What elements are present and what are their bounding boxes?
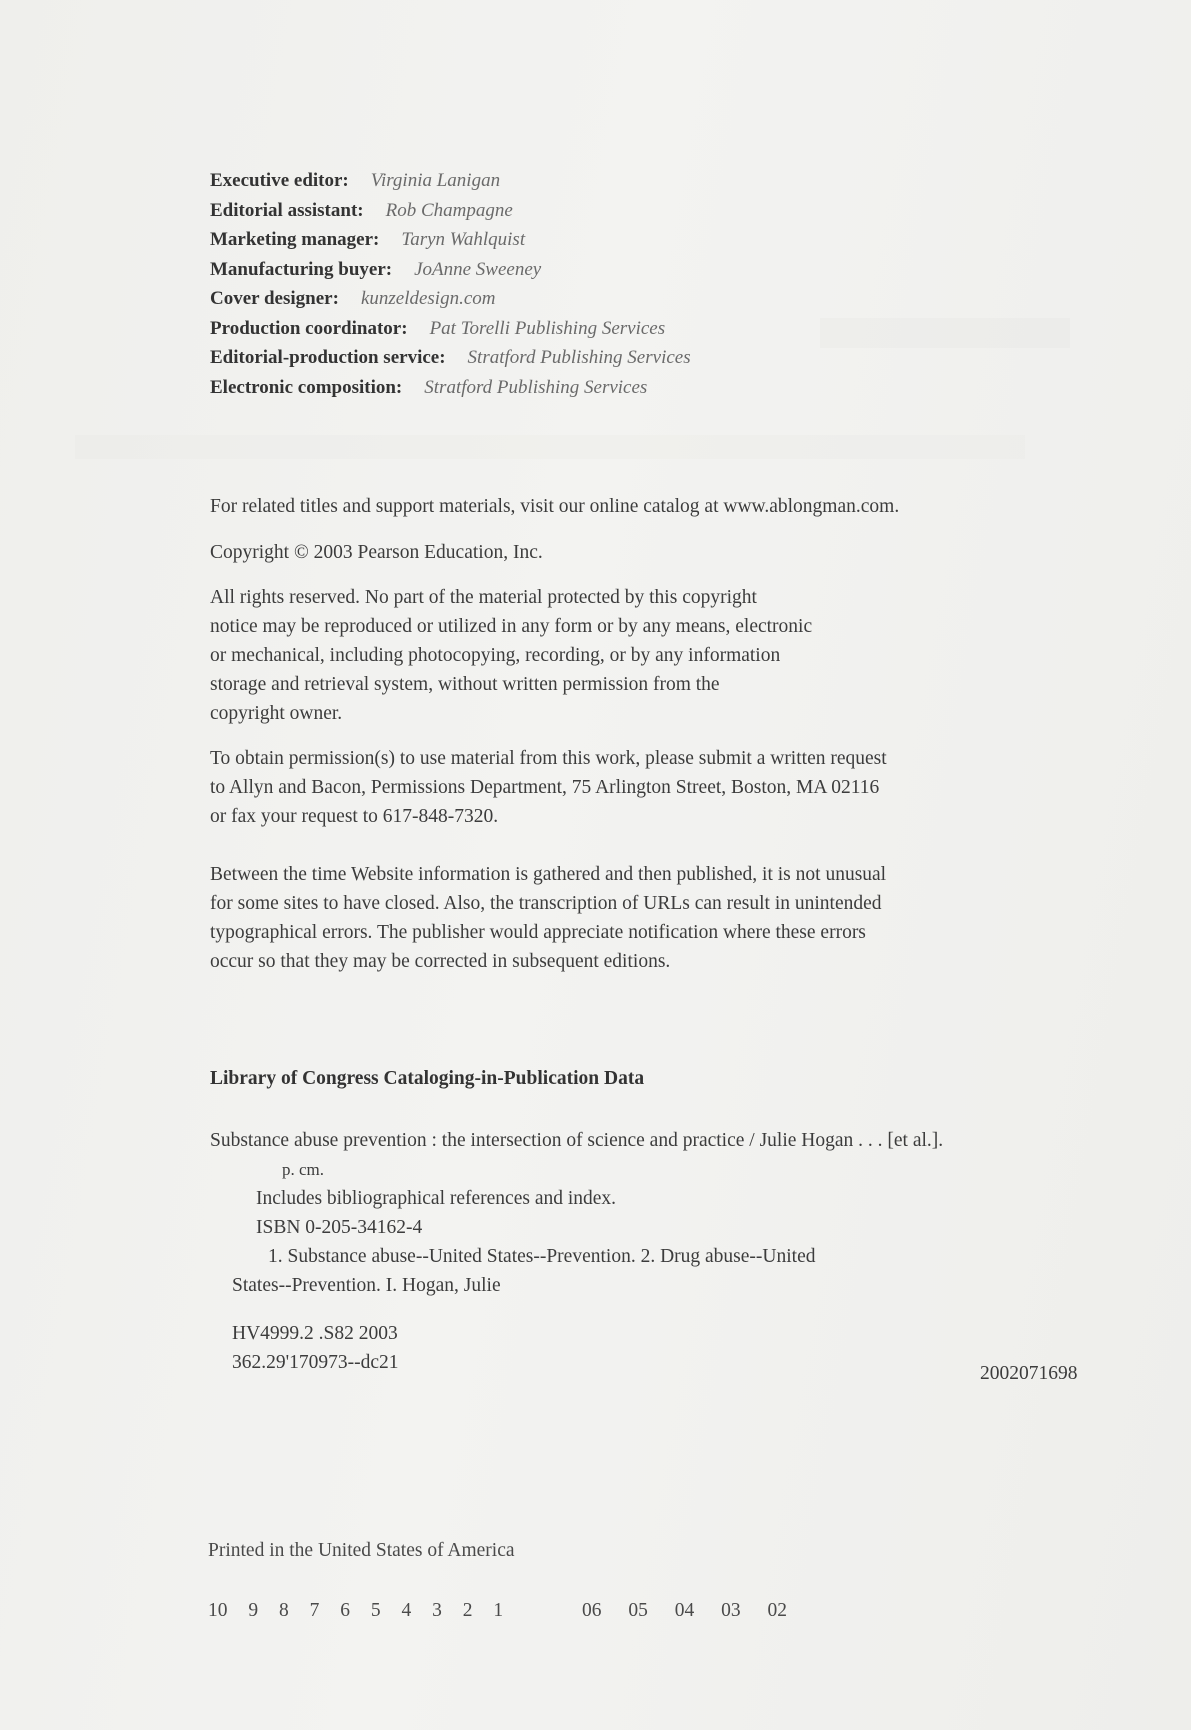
credit-row [210,343,691,373]
cip-isbn: ISBN 0-205-34162-4 [256,1217,423,1238]
credit-role: Cover designer: [210,288,339,309]
website-line: typographical errors. The publisher would appreciate notification where these errors [210,922,866,943]
credit-role: Electronic composition: [210,376,403,398]
print-number: 1 [493,1600,504,1621]
credit-name: Stratford Publishing Services [467,347,691,368]
website-line: for some sites to have closed. Also, the transcription of URLs can result in unintended [210,893,882,914]
credit-name: JoAnne Sweeney [414,258,542,280]
cip-heading: Library of Congress Cataloging-in-Publication Data [210,1068,645,1089]
permission-line: or fax your request to 617-848-7320. [210,806,499,827]
print-year: 05 [628,1600,648,1621]
print-year: 04 [674,1600,695,1621]
print-number: 9 [248,1600,259,1621]
cip-bibliography: Includes bibliographical references and index. [256,1188,617,1209]
copyright-text: Copyright © 2003 Pearson Education, Inc. [210,542,543,563]
credit-name: Pat Torelli Publishing Services [429,317,666,339]
credit-row [210,284,691,314]
print-number: 5 [370,1600,381,1621]
rights-line: storage and retrieval system, without written permission from the [210,674,720,695]
cip-pcm: p. cm. [282,1160,325,1179]
cip-title-line: Substance abuse prevention : the intersection of science and practice / Julie Hogan . . . [et al.]. [210,1130,944,1151]
credit-role: Marketing manager: [210,229,380,250]
cip-dewey: 362.29'170973--dc21 [232,1352,399,1373]
permissions-paragraph [210,744,887,831]
printing-line [208,1600,825,1622]
credit-role: Executive editor: [210,170,349,191]
credit-role: Production coordinator: [210,317,408,339]
website-disclaimer-paragraph [210,860,886,976]
print-number: 3 [432,1600,442,1621]
print-years [582,1600,809,1622]
print-year: 02 [767,1600,787,1621]
credit-name: Taryn Wahlquist [401,229,526,250]
print-number: 4 [401,1600,412,1621]
copyright-notice [210,538,543,567]
rights-line: notice may be reproduced or utilized in any form or by any means, electronic [210,616,813,637]
credit-role: Editorial-production service: [210,347,446,368]
credit-row [210,166,691,196]
website-line: occur so that they may be corrected in subsequent editions. [210,951,671,972]
permission-line: to Allyn and Bacon, Permissions Department, 75 Arlington Street, Boston, MA 02116 [210,777,880,798]
printed-in-note: Printed in the United States of America [208,1540,515,1561]
website-line: Between the time Website information is gathered and then published, it is not unusual [210,864,887,885]
bleed-through-mark-2 [75,425,1035,465]
print-year: 03 [721,1600,741,1621]
credit-row [210,373,691,403]
rights-line: copyright owner. [210,703,343,724]
bleed-through-subtitle [75,425,1035,476]
rights-line: All rights reserved. No part of the material protected by this copyright [210,587,757,608]
print-number: 6 [340,1600,350,1621]
related-titles-text: For related titles and support materials, visit our online catalog at www.ablongman.com. [210,496,900,517]
print-number: 8 [279,1600,289,1621]
credit-role: Editorial assistant: [210,199,364,221]
cip-subjects-line: States--Prevention. I. Hogan, Julie [232,1275,501,1296]
bleed-through-text [820,300,1080,374]
print-number: 10 [208,1600,228,1621]
cip-subjects-line: 1. Substance abuse--United States--Prevention. 2. Drug abuse--United [268,1246,816,1267]
credit-row [210,314,691,344]
rights-line: or mechanical, including photocopying, recording, or by any information [210,645,781,666]
credit-row [210,196,691,226]
cip-lc-class: HV4999.2 .S82 2003 [232,1323,398,1344]
bleed-through-mark [820,300,1080,360]
print-number: 2 [462,1600,473,1621]
print-year: 06 [582,1600,602,1621]
permission-line: To obtain permission(s) to use material from this work, please submit a written request [210,748,887,769]
credit-role: Manufacturing buyer: [210,258,393,280]
credit-name: kunzeldesign.com [360,288,496,309]
related-titles-note [210,492,899,521]
cip-record [210,1126,943,1377]
cip-spacer [210,1300,943,1319]
credit-name: Virginia Lanigan [370,170,501,191]
credit-row [210,225,691,255]
staff-credits [210,166,691,402]
rights-reserved-paragraph [210,583,812,728]
cip-lccn: 2002071698 [980,1363,1078,1384]
print-number: 7 [309,1600,320,1621]
credit-name: Stratford Publishing Services [424,376,648,398]
credit-name: Rob Champagne [385,199,513,221]
credit-row [210,255,691,285]
